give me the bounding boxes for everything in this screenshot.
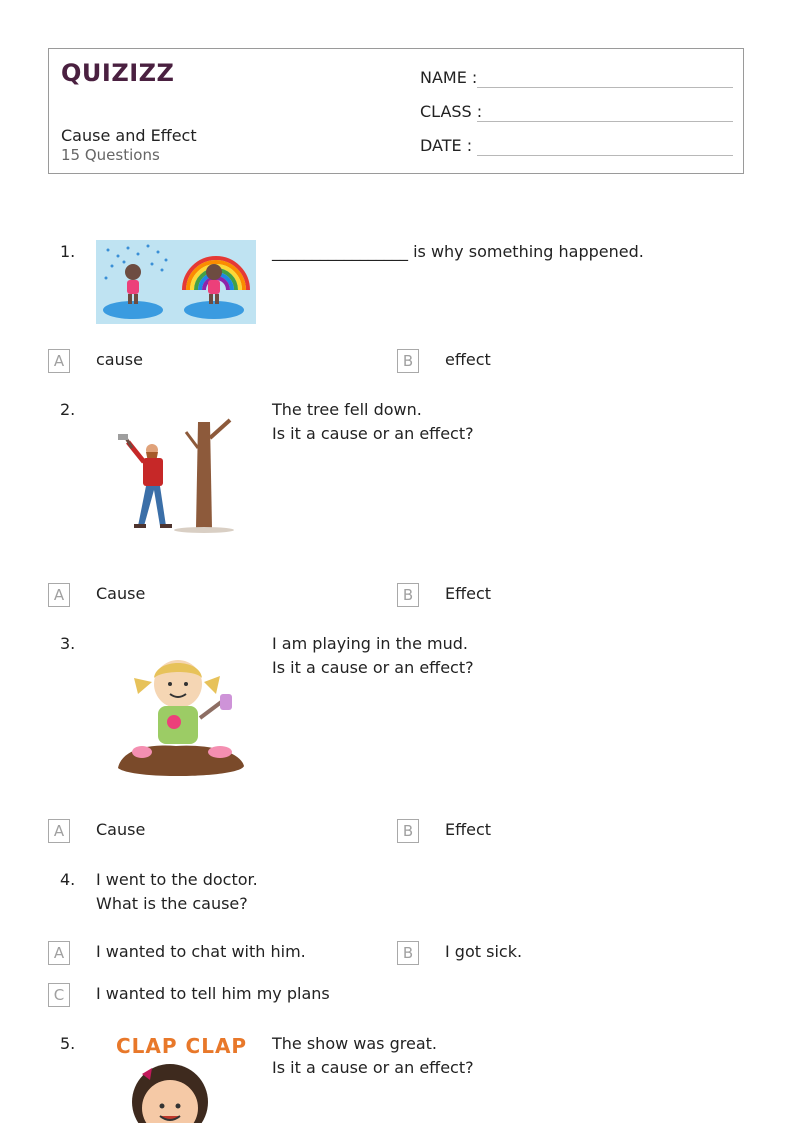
name-label: NAME :: [420, 68, 478, 87]
option-letter-b: B: [397, 349, 419, 373]
girl-rain-rainbow-illustration: [96, 240, 256, 324]
question-number: 3.: [60, 634, 76, 653]
option-letter-b: B: [397, 819, 419, 843]
class-label: CLASS :: [420, 102, 483, 121]
question-text: The tree fell down.: [272, 400, 422, 419]
question-number: 1.: [60, 242, 76, 261]
name-line: [477, 87, 733, 88]
worksheet-title: Cause and Effect: [61, 126, 197, 145]
option-b[interactable]: effect: [445, 350, 491, 369]
option-b[interactable]: Effect: [445, 820, 492, 839]
lumberjack-chopping-tree-illustration: [110, 418, 244, 538]
option-letter-b: B: [397, 583, 419, 607]
option-a[interactable]: I wanted to chat with him.: [96, 942, 306, 961]
option-letter-a: A: [48, 941, 70, 965]
option-letter-c: C: [48, 983, 70, 1007]
class-field: [420, 102, 482, 121]
option-letter-b: B: [397, 941, 419, 965]
question-number: 2.: [60, 400, 76, 419]
question-count: 15 Questions: [61, 146, 160, 164]
date-line: [477, 155, 733, 156]
question-text: What is the cause?: [96, 894, 248, 913]
question-text: Is it a cause or an effect?: [272, 1058, 474, 1077]
question-text: I went to the doctor.: [96, 870, 258, 889]
question-text: I am playing in the mud.: [272, 634, 468, 653]
girl-playing-in-mud-illustration: [112, 648, 248, 784]
option-a[interactable]: Cause: [96, 584, 146, 603]
option-letter-a: A: [48, 349, 70, 373]
option-letter-a: A: [48, 583, 70, 607]
option-b[interactable]: Effect: [445, 584, 492, 603]
question-text: Is it a cause or an effect?: [272, 424, 474, 443]
class-line: [477, 121, 733, 122]
date-label: DATE :: [420, 136, 473, 155]
clap-caption: CLAP CLAP: [116, 1034, 248, 1058]
date-field: [420, 136, 472, 155]
worksheet-header: [48, 48, 744, 174]
option-a[interactable]: cause: [96, 350, 143, 369]
quizizz-logo: QUIZIZZ: [61, 59, 175, 87]
question-number: 5.: [60, 1034, 76, 1053]
question-text: The show was great.: [272, 1034, 437, 1053]
option-a[interactable]: Cause: [96, 820, 146, 839]
question-text: Is it a cause or an effect?: [272, 658, 474, 677]
option-c[interactable]: I wanted to tell him my plans: [96, 984, 330, 1003]
option-letter-a: A: [48, 819, 70, 843]
question-text: _________________ is why something happened.: [272, 242, 644, 261]
option-b[interactable]: I got sick.: [445, 942, 523, 961]
name-field: [420, 68, 477, 87]
question-number: 4.: [60, 870, 76, 889]
